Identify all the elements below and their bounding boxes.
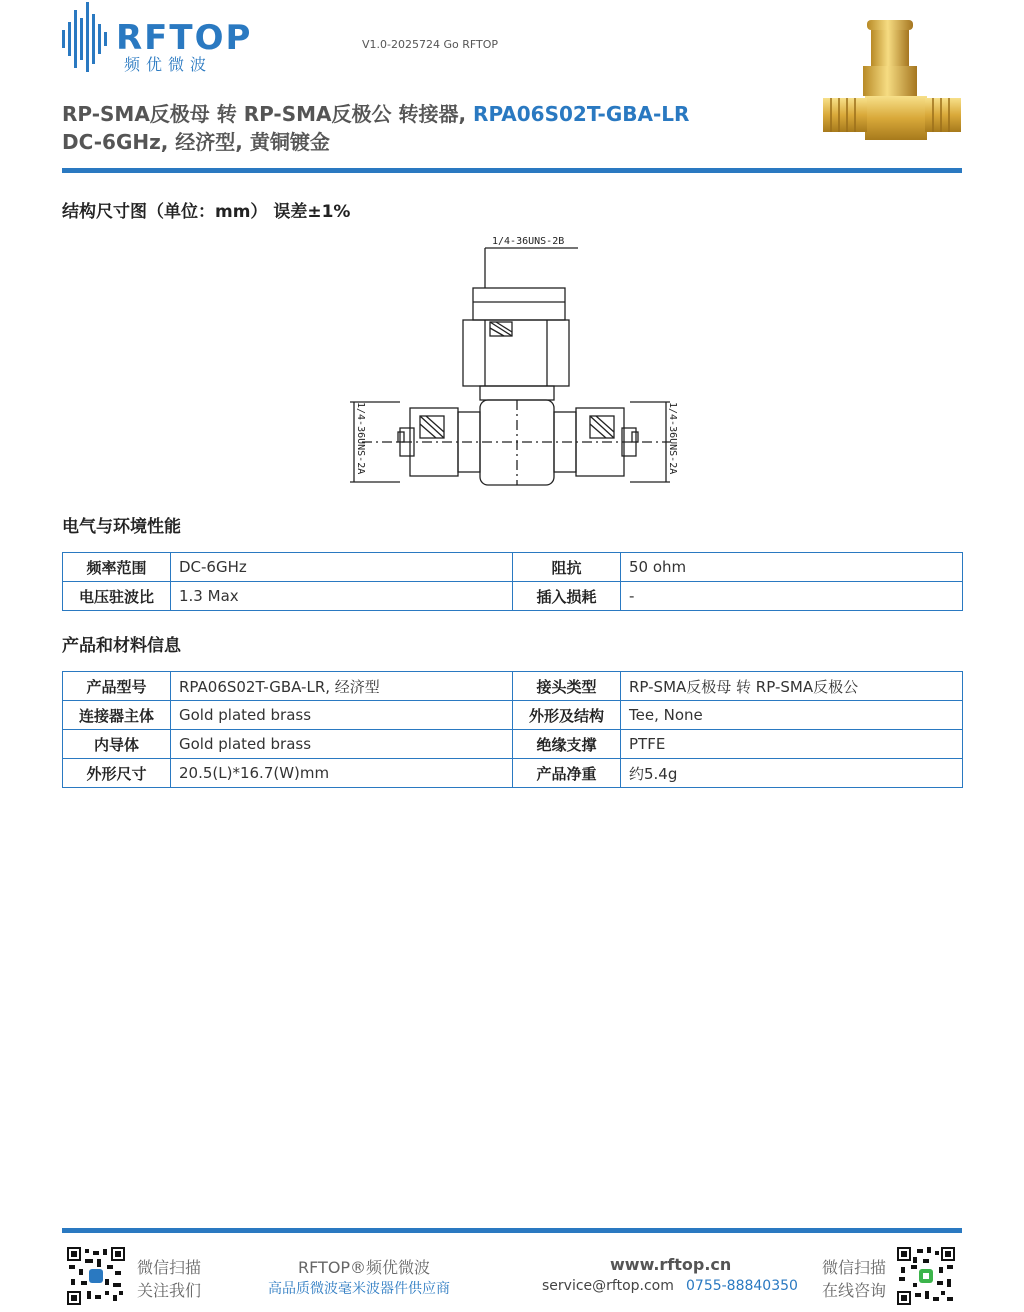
section-title-electrical: 电气与环境性能: [62, 517, 181, 537]
spec-key: 外形及结构: [513, 701, 621, 730]
brand-name: RFTOP: [116, 18, 253, 58]
header-divider: [62, 168, 962, 173]
material-table: [62, 671, 963, 788]
spec-key: 频率范围: [63, 553, 171, 582]
spec-key: 产品型号: [63, 672, 171, 701]
electrical-table: [62, 552, 963, 611]
spec-key: 外形尺寸: [63, 759, 171, 788]
table-row: [63, 672, 963, 701]
spec-value: PTFE: [621, 730, 963, 759]
spec-value: 50 ohm: [621, 553, 963, 582]
dimension-drawing: [340, 230, 690, 495]
brand-name-cn: 频优微波: [124, 55, 213, 74]
spec-key: 绝缘支撑: [513, 730, 621, 759]
email-link[interactable]: service@rftop.com: [542, 1278, 674, 1294]
spec-value: RP-SMA反极母 转 RP-SMA反极公: [621, 672, 963, 701]
wechat-scan-label: 微信扫描: [137, 1258, 202, 1277]
spec-value: Gold plated brass: [171, 730, 513, 759]
consult-qr-code-icon[interactable]: [897, 1247, 955, 1305]
spec-value: -: [621, 582, 963, 611]
drawing-label-left: 1/4-36UNS-2A: [355, 402, 366, 475]
table-row: [63, 759, 963, 788]
wechat-qr-code-icon[interactable]: [67, 1247, 125, 1305]
part-number: RPA06S02T-GBA-LR: [473, 102, 690, 126]
spec-key: 插入损耗: [513, 582, 621, 611]
drawing-label-right: 1/4-36UNS-2A: [667, 402, 678, 475]
spec-value: DC-6GHz: [171, 553, 513, 582]
spec-key: 连接器主体: [63, 701, 171, 730]
spec-value: 1.3 Max: [171, 582, 513, 611]
website-link[interactable]: www.rftop.cn: [610, 1255, 732, 1274]
spec-value: 约5.4g: [621, 759, 963, 788]
table-row: [63, 730, 963, 759]
spec-value: Tee, None: [621, 701, 963, 730]
spec-value: Gold plated brass: [171, 701, 513, 730]
spec-value: RPA06S02T-GBA-LR, 经济型: [171, 672, 513, 701]
page-title-line2: DC-6GHz, 经济型, 黄铜镀金: [62, 130, 330, 154]
spec-value: 20.5(L)*16.7(W)mm: [171, 759, 513, 788]
wechat-scan-label-right: 微信扫描: [822, 1258, 887, 1277]
follow-us-label: 关注我们: [137, 1281, 202, 1300]
footer-slogan: 高品质微波毫米波器件供应商: [268, 1281, 450, 1297]
footer-brand: RFTOP®频优微波: [298, 1258, 431, 1277]
spec-key: 内导体: [63, 730, 171, 759]
section-title-material: 产品和材料信息: [62, 636, 181, 656]
spec-key: 产品净重: [513, 759, 621, 788]
table-row: [63, 701, 963, 730]
title-prefix: RP-SMA反极母 转 RP-SMA反极公 转接器,: [62, 102, 474, 126]
footer-divider: [62, 1228, 962, 1233]
section-title-drawing: 结构尺寸图（单位：mm） 误差±1%: [62, 202, 351, 222]
phone-number: 0755-88840350: [686, 1278, 798, 1294]
table-row: [63, 582, 963, 611]
product-photo: [815, 12, 965, 152]
table-row: [63, 553, 963, 582]
spec-key: 接头类型: [513, 672, 621, 701]
spec-key: 阻抗: [513, 553, 621, 582]
spec-key: 电压驻波比: [63, 582, 171, 611]
online-consult-label: 在线咨询: [822, 1281, 887, 1300]
page-title-line1: [62, 98, 689, 127]
drawing-label-top: 1/4-36UNS-2B: [492, 236, 565, 247]
version-text: V1.0-2025724 Go RFTOP: [362, 38, 499, 51]
